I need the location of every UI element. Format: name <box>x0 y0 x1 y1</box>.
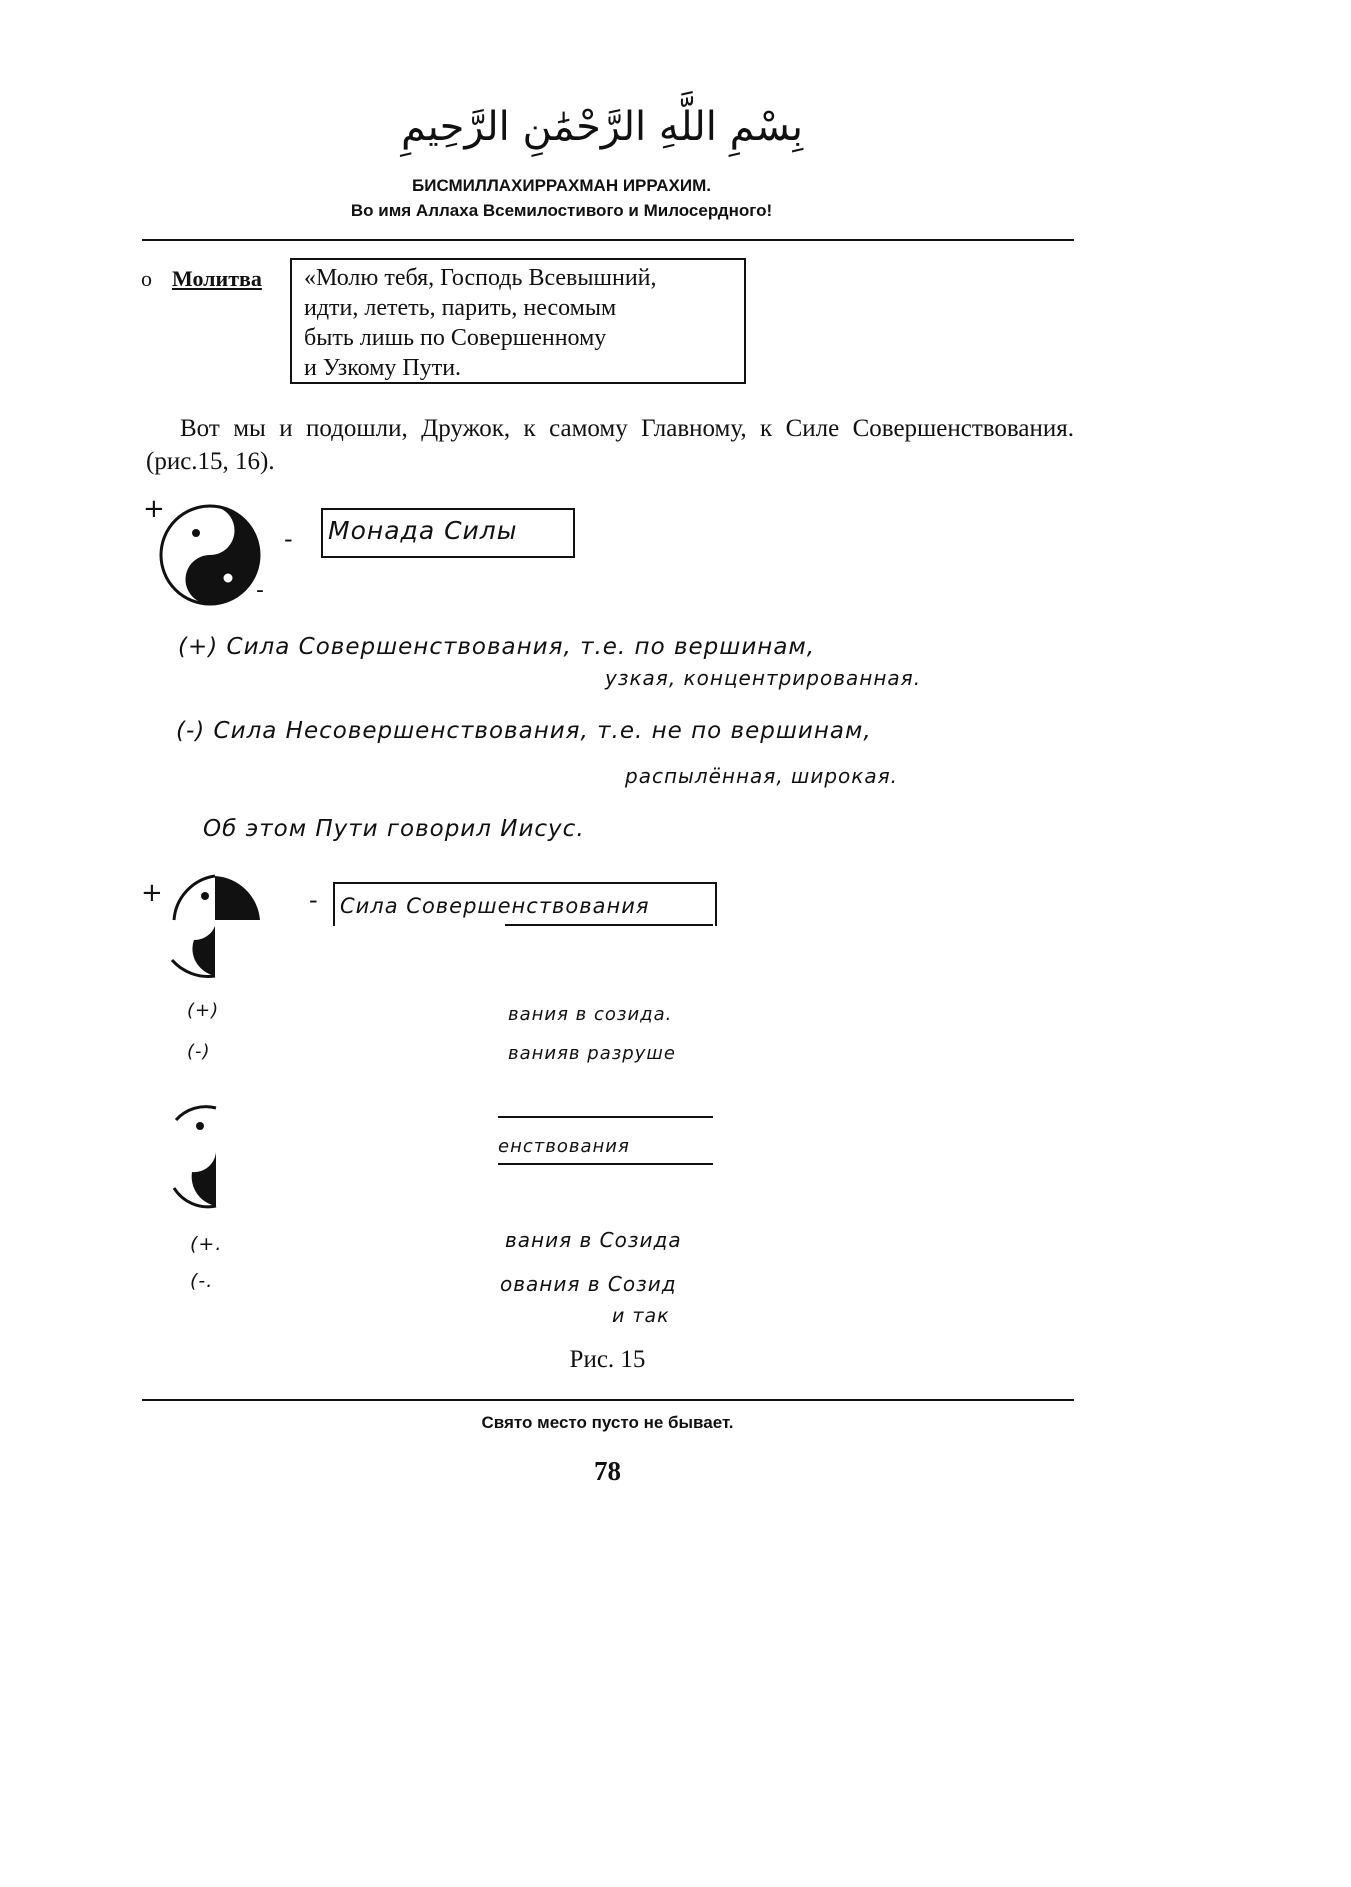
third-caption-bottomline <box>498 1163 713 1165</box>
minus-label: (-) <box>187 1041 211 1062</box>
half-row-minus: ванияв разруше <box>508 1043 676 1064</box>
dash: - <box>284 525 294 553</box>
plus-sign: + <box>143 494 166 524</box>
definition-plus-line1: (+) Сила Совершенствования, т.е. по вершинам, <box>178 634 816 660</box>
jesus-note: Об этом Пути говорил Иисус. <box>203 816 585 842</box>
quarter-yin-yang-icon <box>170 1102 220 1212</box>
plus-label: (+) <box>187 1000 220 1021</box>
third-caption-topline <box>498 1116 713 1118</box>
prayer-line: быть лишь по Совершенному <box>304 325 607 351</box>
half-row-plus: вания в созида. <box>508 1004 673 1025</box>
prayer-line: и Узкому Пути. <box>304 355 462 381</box>
definition-plus-line2: узкая, концентрированная. <box>605 666 922 690</box>
half-caption: Сила Совершенствования <box>340 894 650 918</box>
bullet-marker: о <box>141 266 152 291</box>
monad-caption: Монада Силы <box>328 516 518 545</box>
third-row-minus: ования в Созид <box>500 1272 677 1296</box>
page-number: 78 <box>594 1456 621 1486</box>
svg-text:بِسْمِ اللَّهِ الرَّحْمَٰنِ ال: بِسْمِ اللَّهِ الرَّحْمَٰنِ الرَّحِيمِ <box>400 104 804 150</box>
prayer-label: Молитва <box>172 266 262 291</box>
half-yin-yang-icon <box>160 870 260 980</box>
dash: - <box>309 886 318 914</box>
minus-sign: - <box>256 578 265 603</box>
header-rule <box>142 239 1074 241</box>
prayer-line: «Молю тебя, Господь Всевышний, <box>304 265 657 291</box>
third-row-extra: и так <box>612 1305 670 1327</box>
plus-label: (+. <box>190 1233 223 1255</box>
third-row-plus: вания в Созида <box>505 1228 682 1252</box>
definition-minus-line1: (-) Сила Несовершенствования, т.е. не по вершинам, <box>176 718 872 744</box>
header-title-line1: БИСМИЛЛАХИРРАХМАН ИРРАХИМ. <box>412 176 711 195</box>
prayer-line: идти, лететь, парить, несомым <box>304 295 617 321</box>
footer-rule <box>142 1399 1074 1401</box>
footer-motto: Свято место пусто не бывает. <box>481 1413 734 1432</box>
prayer-box <box>290 258 746 384</box>
definition-minus-line2: распылённая, широкая. <box>625 764 899 788</box>
third-caption: енствования <box>498 1136 630 1157</box>
figure-caption: Рис. 15 <box>569 1346 646 1373</box>
plus-sign: + <box>141 878 163 908</box>
half-caption-underline <box>505 924 713 926</box>
body-paragraph: Вот мы и подошли, Дружок, к самому Главному, к Силе Совершенствования. (рис.15, 16). <box>146 415 1074 475</box>
header-title-line2: Во имя Аллаха Всемилостивого и Милосердного! <box>350 201 773 220</box>
minus-label: (-. <box>190 1270 214 1292</box>
yin-yang-icon <box>158 503 262 607</box>
basmala-calligraphy <box>400 88 804 158</box>
